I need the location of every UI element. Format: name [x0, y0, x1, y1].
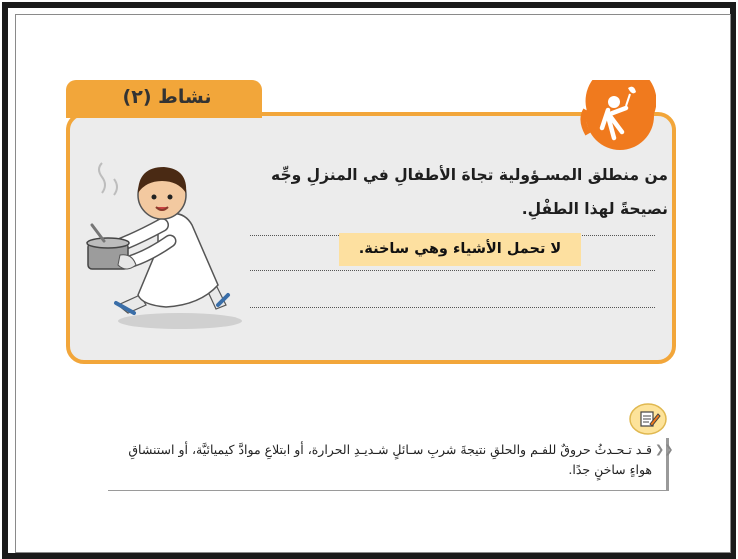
activity-title: نشاط (٢)	[122, 86, 212, 108]
answer-line[interactable]	[250, 270, 655, 271]
activity-emblem-icon	[570, 80, 656, 150]
note-marker: ❯❯	[655, 443, 674, 456]
activity-prompt: من منطلق المسـؤولية تجاهَ الأطفالِ في المنزلِ وجِّه نصيحةً لهذا الطفْلِ.	[271, 166, 668, 218]
note-text: قـد تـحـدثُ حروقٌ للفـم والحلقِ نتيجةَ شربِ سـائلٍ شـديـدِ الحرارة، أو ابتلاعِ موادَّ كيميائيَّة، أو استنشاقِ هواءٍ ساخنٍ جدًا.	[128, 442, 652, 477]
answer-line[interactable]	[250, 307, 655, 308]
child-running-with-pot-illustration	[80, 155, 250, 335]
answer-text: لا تحمل الأشياء وهي ساخنة.	[339, 233, 581, 266]
note-pencil-icon	[628, 402, 668, 436]
